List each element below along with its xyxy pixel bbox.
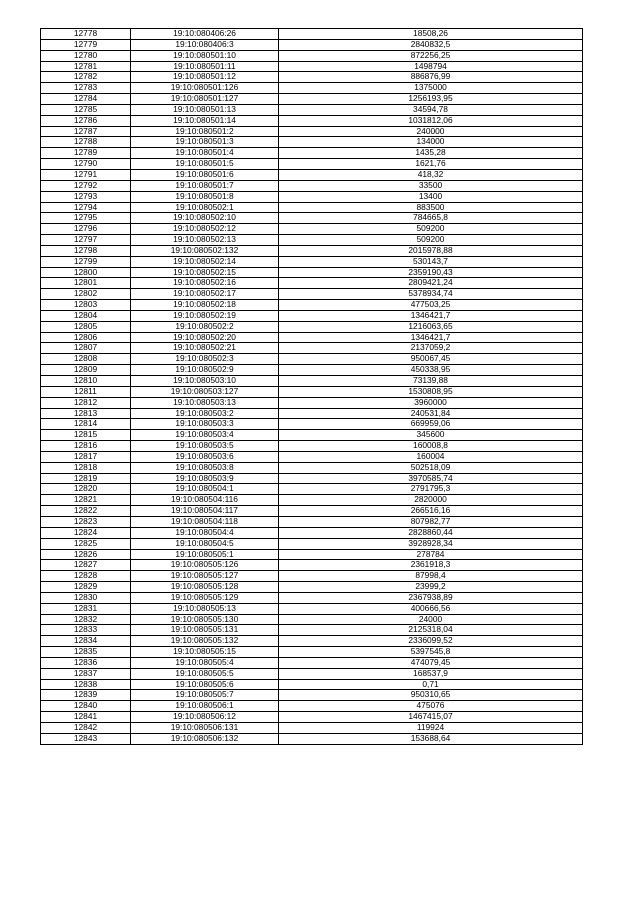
table-row xyxy=(41,332,583,343)
table-row xyxy=(41,603,583,614)
cadastral-number-cell: 19:10:080502:132 xyxy=(131,245,279,256)
table-row xyxy=(41,267,583,278)
table-row xyxy=(41,224,583,235)
cadastral-number-cell: 19:10:080503:127 xyxy=(131,386,279,397)
value-cell: 3960000 xyxy=(279,397,583,408)
row-number-cell: 12831 xyxy=(41,603,131,614)
row-number-cell: 12786 xyxy=(41,115,131,126)
value-cell: 2809421,24 xyxy=(279,278,583,289)
value-cell: 2840832,5 xyxy=(279,39,583,50)
cadastral-number-cell: 19:10:080504:5 xyxy=(131,538,279,549)
value-cell: 418,32 xyxy=(279,169,583,180)
value-cell: 950067,45 xyxy=(279,354,583,365)
table-row xyxy=(41,441,583,452)
row-number-cell: 12830 xyxy=(41,592,131,603)
cadastral-number-cell: 19:10:080505:6 xyxy=(131,679,279,690)
row-number-cell: 12789 xyxy=(41,148,131,159)
cadastral-number-cell: 19:10:080506:12 xyxy=(131,712,279,723)
table-row xyxy=(41,126,583,137)
value-cell: 450338,95 xyxy=(279,365,583,376)
cadastral-number-cell: 19:10:080503:2 xyxy=(131,408,279,419)
cadastral-number-cell: 19:10:080505:132 xyxy=(131,636,279,647)
value-cell: 33500 xyxy=(279,180,583,191)
value-cell: 3970585,74 xyxy=(279,473,583,484)
value-cell: 950310,65 xyxy=(279,690,583,701)
value-cell: 87998,4 xyxy=(279,571,583,582)
row-number-cell: 12820 xyxy=(41,484,131,495)
cadastral-number-cell: 19:10:080502:16 xyxy=(131,278,279,289)
row-number-cell: 12810 xyxy=(41,376,131,387)
row-number-cell: 12778 xyxy=(41,29,131,40)
row-number-cell: 12795 xyxy=(41,213,131,224)
value-cell: 477503,25 xyxy=(279,300,583,311)
row-number-cell: 12819 xyxy=(41,473,131,484)
value-cell: 474079,45 xyxy=(279,657,583,668)
cadastral-number-cell: 19:10:080501:11 xyxy=(131,61,279,72)
table-row xyxy=(41,137,583,148)
value-cell: 345600 xyxy=(279,430,583,441)
value-cell: 784665,8 xyxy=(279,213,583,224)
table-row xyxy=(41,614,583,625)
cadastral-number-cell: 19:10:080502:17 xyxy=(131,289,279,300)
value-cell: 240531,84 xyxy=(279,408,583,419)
table-row xyxy=(41,430,583,441)
value-cell: 2791795,3 xyxy=(279,484,583,495)
cadastral-number-cell: 19:10:080501:14 xyxy=(131,115,279,126)
table-row xyxy=(41,516,583,527)
cadastral-number-cell: 19:10:080505:126 xyxy=(131,560,279,571)
value-cell: 1031812,06 xyxy=(279,115,583,126)
cadastral-number-cell: 19:10:080504:1 xyxy=(131,484,279,495)
table-row xyxy=(41,159,583,170)
cadastral-number-cell: 19:10:080502:2 xyxy=(131,321,279,332)
value-cell: 2828860,44 xyxy=(279,527,583,538)
cadastral-number-cell: 19:10:080502:13 xyxy=(131,235,279,246)
row-number-cell: 12803 xyxy=(41,300,131,311)
row-number-cell: 12785 xyxy=(41,104,131,115)
cadastral-number-cell: 19:10:080502:12 xyxy=(131,224,279,235)
cadastral-number-cell: 19:10:080505:13 xyxy=(131,603,279,614)
row-number-cell: 12787 xyxy=(41,126,131,137)
row-number-cell: 12822 xyxy=(41,506,131,517)
value-cell: 1467415,07 xyxy=(279,712,583,723)
value-cell: 34594,78 xyxy=(279,104,583,115)
value-cell: 24000 xyxy=(279,614,583,625)
row-number-cell: 12840 xyxy=(41,701,131,712)
table-row xyxy=(41,386,583,397)
table-row xyxy=(41,61,583,72)
row-number-cell: 12834 xyxy=(41,636,131,647)
value-cell: 13400 xyxy=(279,191,583,202)
value-cell: 160004 xyxy=(279,451,583,462)
value-cell: 530143,7 xyxy=(279,256,583,267)
table-row xyxy=(41,213,583,224)
table-row xyxy=(41,300,583,311)
table-row xyxy=(41,701,583,712)
cadastral-number-cell: 19:10:080503:10 xyxy=(131,376,279,387)
value-cell: 1346421,7 xyxy=(279,310,583,321)
cadastral-number-cell: 19:10:080501:3 xyxy=(131,137,279,148)
value-cell: 1256193,95 xyxy=(279,94,583,105)
cadastral-number-cell: 19:10:080501:12 xyxy=(131,72,279,83)
row-number-cell: 12816 xyxy=(41,441,131,452)
table-row xyxy=(41,690,583,701)
row-number-cell: 12832 xyxy=(41,614,131,625)
table-row xyxy=(41,506,583,517)
value-cell: 23999,2 xyxy=(279,582,583,593)
cadastral-number-cell: 19:10:080503:6 xyxy=(131,451,279,462)
cadastral-number-cell: 19:10:080504:118 xyxy=(131,516,279,527)
table-row xyxy=(41,29,583,40)
row-number-cell: 12839 xyxy=(41,690,131,701)
value-cell: 168537,9 xyxy=(279,668,583,679)
row-number-cell: 12817 xyxy=(41,451,131,462)
value-cell: 0,71 xyxy=(279,679,583,690)
cadastral-number-cell: 19:10:080504:4 xyxy=(131,527,279,538)
table-row xyxy=(41,235,583,246)
cadastral-number-cell: 19:10:080503:3 xyxy=(131,419,279,430)
cadastral-number-cell: 19:10:080501:126 xyxy=(131,83,279,94)
value-cell: 73139,88 xyxy=(279,376,583,387)
value-cell: 5378934,74 xyxy=(279,289,583,300)
row-number-cell: 12827 xyxy=(41,560,131,571)
row-number-cell: 12788 xyxy=(41,137,131,148)
cadastral-number-cell: 19:10:080501:2 xyxy=(131,126,279,137)
table-row xyxy=(41,571,583,582)
row-number-cell: 12835 xyxy=(41,647,131,658)
table-row xyxy=(41,169,583,180)
table-row xyxy=(41,104,583,115)
cadastral-number-cell: 19:10:080506:132 xyxy=(131,733,279,744)
value-cell: 160008,8 xyxy=(279,441,583,452)
value-cell: 502518,09 xyxy=(279,462,583,473)
table-row xyxy=(41,668,583,679)
row-number-cell: 12842 xyxy=(41,723,131,734)
value-cell: 2125318,04 xyxy=(279,625,583,636)
row-number-cell: 12825 xyxy=(41,538,131,549)
value-cell: 883500 xyxy=(279,202,583,213)
row-number-cell: 12828 xyxy=(41,571,131,582)
row-number-cell: 12808 xyxy=(41,354,131,365)
table-row xyxy=(41,72,583,83)
cadastral-number-cell: 19:10:080505:7 xyxy=(131,690,279,701)
cadastral-number-cell: 19:10:080505:1 xyxy=(131,549,279,560)
table-row xyxy=(41,657,583,668)
data-table xyxy=(40,28,583,745)
table-row xyxy=(41,408,583,419)
value-cell: 509200 xyxy=(279,235,583,246)
table-row xyxy=(41,679,583,690)
cadastral-number-cell: 19:10:080502:20 xyxy=(131,332,279,343)
row-number-cell: 12779 xyxy=(41,39,131,50)
table-row xyxy=(41,582,583,593)
value-cell: 2820000 xyxy=(279,495,583,506)
row-number-cell: 12806 xyxy=(41,332,131,343)
cadastral-number-cell: 19:10:080505:130 xyxy=(131,614,279,625)
cadastral-number-cell: 19:10:080505:128 xyxy=(131,582,279,593)
table-row xyxy=(41,538,583,549)
table-row xyxy=(41,419,583,430)
cadastral-number-cell: 19:10:080502:10 xyxy=(131,213,279,224)
table-row xyxy=(41,50,583,61)
table-row xyxy=(41,733,583,744)
table-row xyxy=(41,723,583,734)
row-number-cell: 12784 xyxy=(41,94,131,105)
table-row xyxy=(41,115,583,126)
table-row xyxy=(41,484,583,495)
cadastral-number-cell: 19:10:080505:4 xyxy=(131,657,279,668)
cadastral-number-cell: 19:10:080503:4 xyxy=(131,430,279,441)
cadastral-number-cell: 19:10:080505:127 xyxy=(131,571,279,582)
value-cell: 2359190,43 xyxy=(279,267,583,278)
value-cell: 266516,16 xyxy=(279,506,583,517)
table-row xyxy=(41,310,583,321)
value-cell: 509200 xyxy=(279,224,583,235)
cadastral-number-cell: 19:10:080503:9 xyxy=(131,473,279,484)
row-number-cell: 12797 xyxy=(41,235,131,246)
table-row xyxy=(41,397,583,408)
value-cell: 278784 xyxy=(279,549,583,560)
row-number-cell: 12815 xyxy=(41,430,131,441)
value-cell: 18508,26 xyxy=(279,29,583,40)
value-cell: 153688,64 xyxy=(279,733,583,744)
table-row xyxy=(41,473,583,484)
table-row xyxy=(41,365,583,376)
cadastral-number-cell: 19:10:080501:13 xyxy=(131,104,279,115)
row-number-cell: 12805 xyxy=(41,321,131,332)
value-cell: 1346421,7 xyxy=(279,332,583,343)
row-number-cell: 12824 xyxy=(41,527,131,538)
cadastral-number-cell: 19:10:080503:8 xyxy=(131,462,279,473)
cadastral-number-cell: 19:10:080502:19 xyxy=(131,310,279,321)
value-cell: 807982,77 xyxy=(279,516,583,527)
cadastral-number-cell: 19:10:080501:4 xyxy=(131,148,279,159)
row-number-cell: 12841 xyxy=(41,712,131,723)
value-cell: 119924 xyxy=(279,723,583,734)
value-cell: 886876,99 xyxy=(279,72,583,83)
table-row xyxy=(41,94,583,105)
value-cell: 2137059,2 xyxy=(279,343,583,354)
table-row xyxy=(41,636,583,647)
row-number-cell: 12833 xyxy=(41,625,131,636)
table-row xyxy=(41,527,583,538)
row-number-cell: 12798 xyxy=(41,245,131,256)
table-row xyxy=(41,354,583,365)
value-cell: 1621,76 xyxy=(279,159,583,170)
value-cell: 400666,56 xyxy=(279,603,583,614)
table-body xyxy=(41,29,583,745)
value-cell: 1375000 xyxy=(279,83,583,94)
cadastral-number-cell: 19:10:080505:129 xyxy=(131,592,279,603)
cadastral-number-cell: 19:10:080501:8 xyxy=(131,191,279,202)
table-row xyxy=(41,83,583,94)
row-number-cell: 12799 xyxy=(41,256,131,267)
table-row xyxy=(41,245,583,256)
cadastral-number-cell: 19:10:080501:7 xyxy=(131,180,279,191)
cadastral-number-cell: 19:10:080506:131 xyxy=(131,723,279,734)
row-number-cell: 12800 xyxy=(41,267,131,278)
row-number-cell: 12836 xyxy=(41,657,131,668)
row-number-cell: 12791 xyxy=(41,169,131,180)
row-number-cell: 12818 xyxy=(41,462,131,473)
cadastral-number-cell: 19:10:080501:5 xyxy=(131,159,279,170)
table-row xyxy=(41,592,583,603)
table-row xyxy=(41,376,583,387)
row-number-cell: 12809 xyxy=(41,365,131,376)
cadastral-number-cell: 19:10:080502:1 xyxy=(131,202,279,213)
cadastral-number-cell: 19:10:080505:15 xyxy=(131,647,279,658)
row-number-cell: 12813 xyxy=(41,408,131,419)
table-row xyxy=(41,180,583,191)
row-number-cell: 12826 xyxy=(41,549,131,560)
cadastral-number-cell: 19:10:080502:9 xyxy=(131,365,279,376)
cadastral-number-cell: 19:10:080502:18 xyxy=(131,300,279,311)
cadastral-number-cell: 19:10:080505:131 xyxy=(131,625,279,636)
table-row xyxy=(41,289,583,300)
cadastral-number-cell: 19:10:080501:6 xyxy=(131,169,279,180)
cadastral-number-cell: 19:10:080502:21 xyxy=(131,343,279,354)
value-cell: 1435,28 xyxy=(279,148,583,159)
row-number-cell: 12821 xyxy=(41,495,131,506)
cadastral-number-cell: 19:10:080503:5 xyxy=(131,441,279,452)
row-number-cell: 12783 xyxy=(41,83,131,94)
table-row xyxy=(41,39,583,50)
row-number-cell: 12802 xyxy=(41,289,131,300)
value-cell: 2336099,52 xyxy=(279,636,583,647)
row-number-cell: 12780 xyxy=(41,50,131,61)
row-number-cell: 12794 xyxy=(41,202,131,213)
row-number-cell: 12793 xyxy=(41,191,131,202)
table-row xyxy=(41,560,583,571)
value-cell: 1530808,95 xyxy=(279,386,583,397)
value-cell: 1216063,65 xyxy=(279,321,583,332)
cadastral-number-cell: 19:10:080501:127 xyxy=(131,94,279,105)
row-number-cell: 12843 xyxy=(41,733,131,744)
value-cell: 240000 xyxy=(279,126,583,137)
table-row xyxy=(41,462,583,473)
row-number-cell: 12837 xyxy=(41,668,131,679)
row-number-cell: 12790 xyxy=(41,159,131,170)
row-number-cell: 12838 xyxy=(41,679,131,690)
value-cell: 872256,25 xyxy=(279,50,583,61)
row-number-cell: 12792 xyxy=(41,180,131,191)
value-cell: 134000 xyxy=(279,137,583,148)
cadastral-number-cell: 19:10:080504:117 xyxy=(131,506,279,517)
row-number-cell: 12814 xyxy=(41,419,131,430)
cadastral-number-cell: 19:10:080501:10 xyxy=(131,50,279,61)
row-number-cell: 12812 xyxy=(41,397,131,408)
cadastral-number-cell: 19:10:080505:5 xyxy=(131,668,279,679)
value-cell: 2367938,89 xyxy=(279,592,583,603)
table-row xyxy=(41,191,583,202)
value-cell: 475076 xyxy=(279,701,583,712)
row-number-cell: 12781 xyxy=(41,61,131,72)
cadastral-number-cell: 19:10:080502:14 xyxy=(131,256,279,267)
value-cell: 5397545,8 xyxy=(279,647,583,658)
table-row xyxy=(41,495,583,506)
row-number-cell: 12829 xyxy=(41,582,131,593)
cadastral-number-cell: 19:10:080504:116 xyxy=(131,495,279,506)
table-row xyxy=(41,549,583,560)
cadastral-number-cell: 19:10:080406:3 xyxy=(131,39,279,50)
row-number-cell: 12804 xyxy=(41,310,131,321)
cadastral-number-cell: 19:10:080502:15 xyxy=(131,267,279,278)
table-row xyxy=(41,625,583,636)
cadastral-number-cell: 19:10:080506:1 xyxy=(131,701,279,712)
table-row xyxy=(41,256,583,267)
table-row xyxy=(41,647,583,658)
value-cell: 1498794 xyxy=(279,61,583,72)
table-row xyxy=(41,202,583,213)
row-number-cell: 12796 xyxy=(41,224,131,235)
cadastral-number-cell: 19:10:080503:13 xyxy=(131,397,279,408)
table-row xyxy=(41,343,583,354)
value-cell: 2361918,3 xyxy=(279,560,583,571)
table-row xyxy=(41,712,583,723)
row-number-cell: 12811 xyxy=(41,386,131,397)
value-cell: 3928928,34 xyxy=(279,538,583,549)
row-number-cell: 12782 xyxy=(41,72,131,83)
row-number-cell: 12823 xyxy=(41,516,131,527)
table-row xyxy=(41,148,583,159)
value-cell: 669959,06 xyxy=(279,419,583,430)
row-number-cell: 12801 xyxy=(41,278,131,289)
row-number-cell: 12807 xyxy=(41,343,131,354)
cadastral-number-cell: 19:10:080502:3 xyxy=(131,354,279,365)
cadastral-number-cell: 19:10:080406:26 xyxy=(131,29,279,40)
table-row xyxy=(41,278,583,289)
table-row xyxy=(41,321,583,332)
value-cell: 2015978,88 xyxy=(279,245,583,256)
table-row xyxy=(41,451,583,462)
